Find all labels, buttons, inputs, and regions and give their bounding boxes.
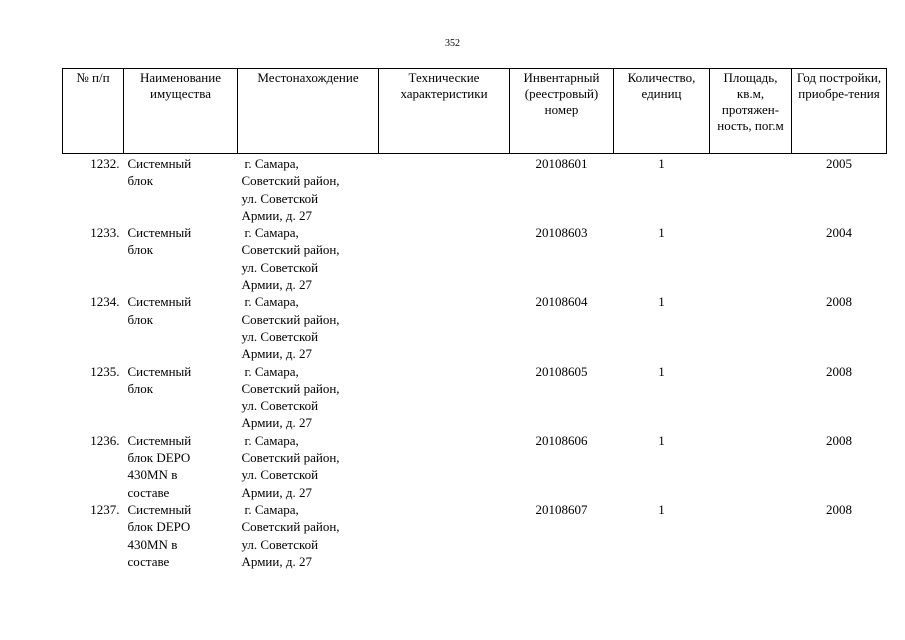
item-location [238,363,379,432]
row-number: 1236. [90,432,120,448]
item-name-line: Системный [127,225,192,241]
header-year-label: Год постройки, приобре-тения [796,70,882,101]
item-location-line: Армии, д. 27 [241,346,312,362]
item-name-line: 430MN в [127,467,178,483]
item-location [238,224,379,293]
item-location-line: г. Самара, [244,225,299,241]
inventory-number: 20108604 [535,294,588,310]
item-name [124,501,238,570]
item-name-line: блок [127,380,154,396]
item-location-line: г. Самара, [244,156,299,171]
item-year: 2008 [826,501,852,517]
item-area [710,501,792,570]
item-location-line: г. Самара, [244,363,299,379]
item-area [710,224,792,293]
item-name-line: блок [127,242,154,258]
item-area [710,432,792,501]
property-registry-table [62,68,887,570]
item-name-line: блок [127,173,154,189]
header-num [63,69,124,154]
item-tech-specs [379,154,510,225]
item-quantity: 1 [658,501,665,517]
header-location-label: Местонахождение [257,70,359,85]
inventory-number: 20108603 [535,225,588,241]
item-tech-specs [379,363,510,432]
item-name-line: составе [127,484,170,500]
item-location [238,293,379,362]
table-row [63,432,887,501]
item-location-line: Армии, д. 27 [241,484,312,500]
item-location-line: Армии, д. 27 [241,207,312,223]
header-area [710,69,792,154]
header-quantity-label: Количество, единиц [627,70,696,101]
item-name-line: блок DEPO [127,450,191,466]
item-location-line: ул. Советской [241,328,319,344]
item-tech-specs [379,293,510,362]
item-name-line: Системный [127,432,192,448]
item-name [124,432,238,501]
item-location-line: Советский район, [241,173,340,189]
header-location [238,69,379,154]
item-tech-specs [379,432,510,501]
item-quantity: 1 [658,432,665,448]
header-num-label: № п/п [76,70,110,85]
inventory-number: 20108606 [535,432,588,448]
item-name [124,363,238,432]
item-location-line: Советский район, [241,242,340,258]
page-number: 352 [445,38,460,49]
header-quantity [614,69,710,154]
header-row [63,69,887,154]
item-year: 2008 [826,432,852,448]
item-quantity: 1 [658,225,665,241]
header-year [792,69,887,154]
item-location-line: Армии, д. 27 [241,415,312,431]
item-name-line: 430MN в [127,536,178,552]
item-location-line: ул. Советской [241,467,319,483]
row-number: 1234. [90,294,120,310]
item-location-line: Советский район, [241,519,340,535]
header-tech [379,69,510,154]
item-year: 2008 [826,363,852,379]
item-name-line: блок DEPO [127,519,191,535]
item-tech-specs [379,501,510,570]
item-area [710,363,792,432]
item-name-line: составе [127,553,170,569]
inventory-number: 20108607 [535,501,588,517]
item-name-line: Системный [127,501,192,517]
header-area-label: Площадь, кв.м, протяжен-ность, пог.м [717,70,784,133]
row-number: 1237. [90,501,120,517]
item-year: 2008 [826,294,852,310]
item-name-line: блок [127,311,154,327]
item-location-line: ул. Советской [241,536,319,552]
table-row [63,154,887,225]
header-inventory [510,69,614,154]
item-year: 2005 [826,156,852,171]
row-number: 1233. [90,225,120,241]
inventory-number: 20108601 [535,156,588,171]
item-location [238,432,379,501]
item-location-line: ул. Советской [241,259,319,275]
table-body [63,154,887,571]
item-location-line: ул. Советской [241,398,319,414]
item-location-line: г. Самара, [244,501,299,517]
item-location-line: г. Самара, [244,432,299,448]
item-year: 2004 [826,225,852,241]
item-name [124,154,238,225]
table-row [63,363,887,432]
inventory-number: 20108605 [535,363,588,379]
item-name-line: Системный [127,156,192,171]
header-name [124,69,238,154]
item-name [124,293,238,362]
table-row [63,293,887,362]
row-number: 1232. [90,156,120,171]
item-quantity: 1 [658,363,665,379]
table-row [63,224,887,293]
item-location-line: Советский район, [241,311,340,327]
item-name-line: Системный [127,363,192,379]
header-inventory-label: Инвентарный (реестровый) номер [523,70,600,117]
item-location-line: г. Самара, [244,294,299,310]
item-location-line: Армии, д. 27 [241,553,312,569]
item-area [710,154,792,225]
item-location-line: Советский район, [241,380,340,396]
item-location [238,154,379,225]
header-tech-label: Технические характеристики [400,70,488,101]
item-location-line: ул. Советской [241,190,319,206]
item-tech-specs [379,224,510,293]
item-name [124,224,238,293]
table-row [63,501,887,570]
item-location [238,501,379,570]
item-quantity: 1 [658,156,665,171]
header-name-label: Наименование имущества [140,70,221,101]
table-header [63,69,887,154]
item-quantity: 1 [658,294,665,310]
item-name-line: Системный [127,294,192,310]
item-area [710,293,792,362]
item-location-line: Армии, д. 27 [241,277,312,293]
row-number: 1235. [90,363,120,379]
item-location-line: Советский район, [241,450,340,466]
